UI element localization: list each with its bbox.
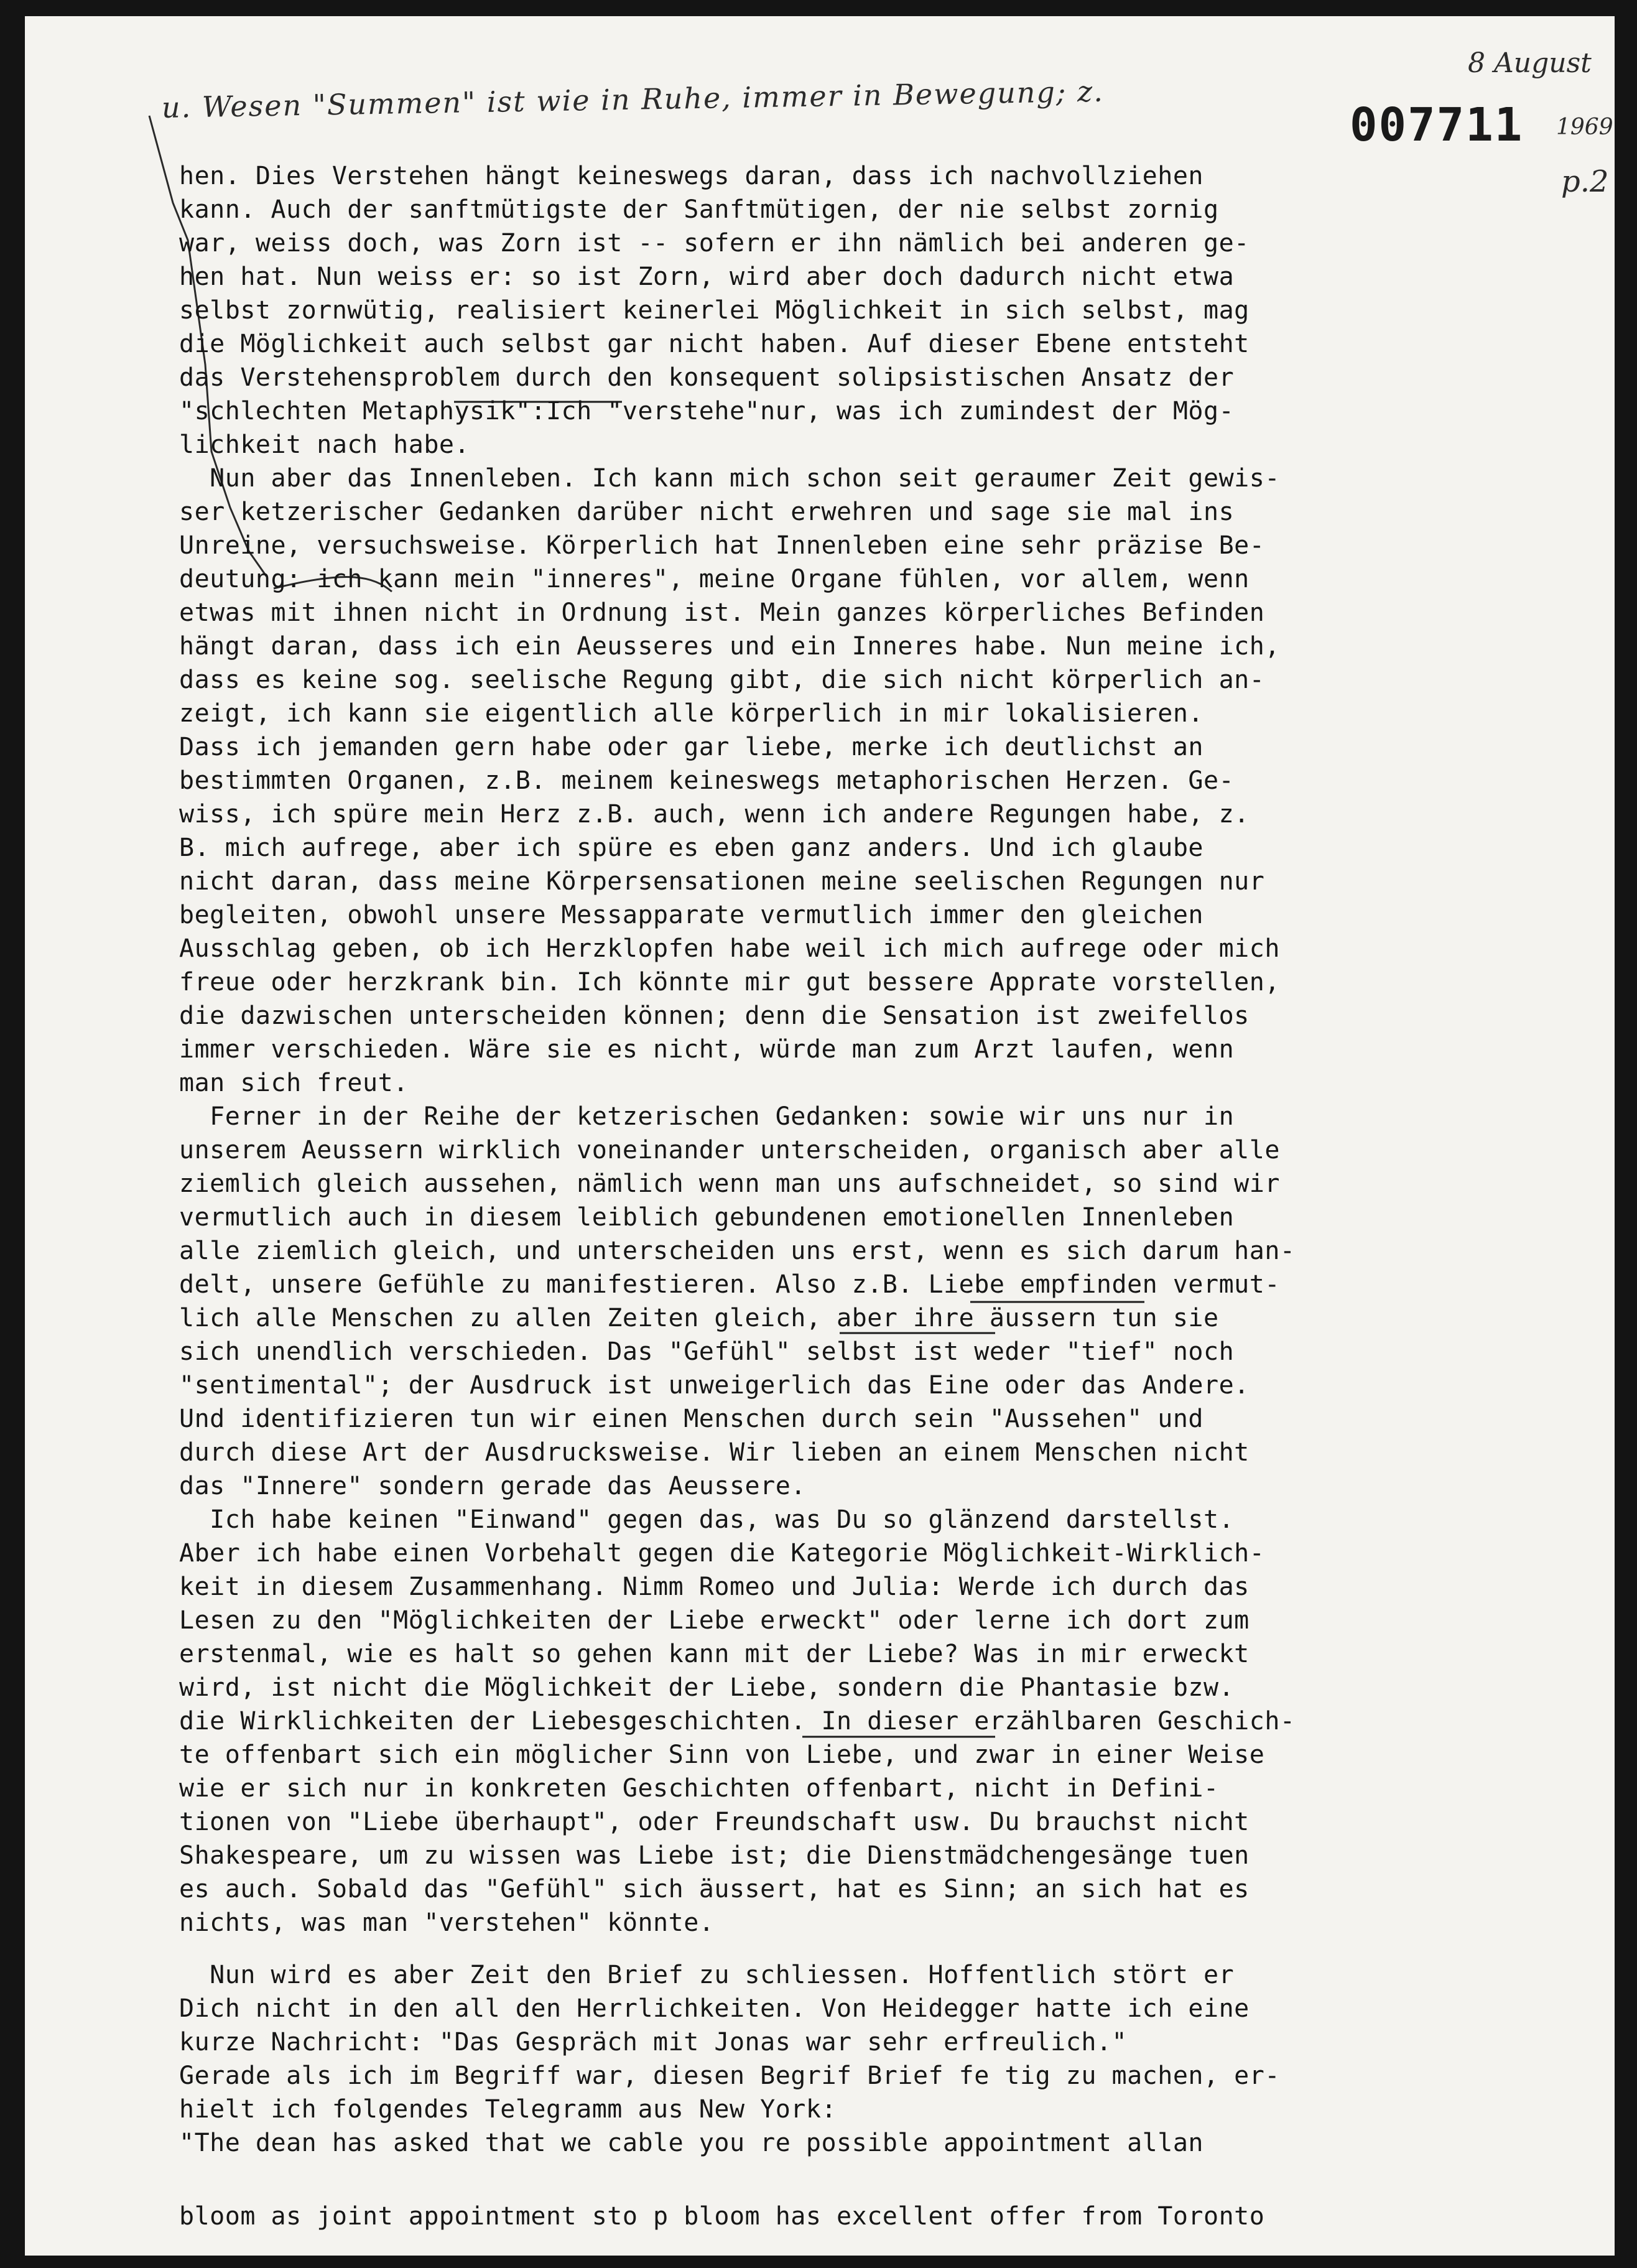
text-line: immer verschieden. Wäre sie es nicht, würde man zum Arzt laufen, wenn <box>179 1035 1235 1064</box>
handwritten-year: 1969 <box>1556 114 1613 140</box>
handwritten-date: 8 August <box>1468 47 1592 79</box>
text-line: hen hat. Nun weiss er: so ist Zorn, wird aber doch dadurch nicht etwa <box>179 263 1235 291</box>
paragraph-gap <box>179 1940 1603 1958</box>
text-line: alle ziemlich gleich, und unterscheiden uns erst, wenn es sich darum han- <box>179 1237 1296 1265</box>
text-line: selbst zornwütig, realisiert keinerlei Möglichkeit in sich selbst, mag <box>179 296 1250 325</box>
text-line: kann. Auch der sanftmütigste der Sanftmütigen, der nie selbst zornig <box>179 195 1219 224</box>
text-line: wird, ist nicht die Möglichkeit der Liebe, sondern die Phantasie bzw. <box>179 1673 1235 1702</box>
text-line: nichts, was man "verstehen" könnte. <box>179 1908 715 1937</box>
text-line: delt, unsere Gefühle zu manifestieren. Also z.B. Liebe empfinden vermut- <box>179 1270 1280 1299</box>
text-line: hängt daran, dass ich ein Aeusseres und ein Inneres habe. Nun meine ich, <box>179 632 1280 661</box>
text-line: das "Innere" sondern gerade das Aeussere. <box>179 1472 806 1500</box>
text-line: begleiten, obwohl unsere Messapparate vermutlich immer den gleichen <box>179 901 1203 929</box>
text-line: wiss, ich spüre mein Herz z.B. auch, wenn ich andere Regungen habe, z. <box>179 800 1250 829</box>
handwritten-page-number: p.2 <box>1561 164 1609 199</box>
text-line: Und identifizieren tun wir einen Menschen durch sein "Aussehen" und <box>179 1405 1203 1433</box>
text-line: war, weiss doch, was Zorn ist -- sofern er ihn nämlich bei anderen ge- <box>179 229 1250 258</box>
text-line: hen. Dies Verstehen hängt keineswegs daran, dass ich nachvollziehen <box>179 162 1203 190</box>
closing-text-line: Nun wird es aber Zeit den Brief zu schliessen. Hoffentlich stört er <box>179 1961 1235 1989</box>
handwritten-header-note: u. Wesen "Summen" ist wie in Ruhe, immer in Bewegung; z. <box>161 74 1105 124</box>
text-line: zeigt, ich kann sie eigentlich alle körperlich in mir lokalisieren. <box>179 699 1203 728</box>
text-line: "schlechten Metaphysik":Ich "verstehe"nur, was ich zumindest der Mög- <box>179 397 1235 425</box>
text-line: unserem Aeussern wirklich voneinander unterscheiden, organisch aber alle <box>179 1136 1280 1164</box>
text-line: deutung: ich kann mein "inneres", meine Organe fühlen, vor allem, wenn <box>179 565 1250 593</box>
text-line: etwas mit ihnen nicht in Ordnung ist. Mein ganzes körperliches Befinden <box>179 598 1265 627</box>
text-line: Lesen zu den "Möglichkeiten der Liebe erweckt" oder lerne ich dort zum <box>179 1606 1250 1635</box>
text-line: wie er sich nur in konkreten Geschichten offenbart, nicht in Defini- <box>179 1774 1219 1803</box>
text-line: lich alle Menschen zu allen Zeiten gleich, aber ihre äussern tun sie <box>179 1304 1219 1332</box>
text-line: te offenbart sich ein möglicher Sinn von Liebe, und zwar in einer Weise <box>179 1741 1265 1769</box>
text-line: sich unendlich verschieden. Das "Gefühl" selbst ist weder "tief" noch <box>179 1337 1235 1366</box>
text-line: vermutlich auch in diesem leiblich gebundenen emotionellen Innenleben <box>179 1203 1235 1232</box>
text-line: Aber ich habe einen Vorbehalt gegen die Kategorie Möglichkeit-Wirklich- <box>179 1539 1265 1568</box>
text-line: die dazwischen unterscheiden können; denn die Sensation ist zweifellos <box>179 1002 1250 1030</box>
text-line: freue oder herzkrank bin. Ich könnte mir gut bessere Apprate vorstellen, <box>179 968 1280 997</box>
closing-text-line: hielt ich folgendes Telegramm aus New York: <box>179 2095 837 2124</box>
text-line: Shakespeare, um zu wissen was Liebe ist; die Dienstmädchengesänge tuen <box>179 1841 1250 1870</box>
text-line: "sentimental"; der Ausdruck ist unweigerlich das Eine oder das Andere. <box>179 1371 1250 1400</box>
closing-text-line: "The dean has asked that we cable you re possible appointment allan <box>179 2129 1203 2157</box>
text-line: Nun aber das Innenleben. Ich kann mich schon seit geraumer Zeit gewis- <box>179 464 1280 493</box>
archive-number-stamp: 007711 <box>1350 98 1524 152</box>
text-line: Dass ich jemanden gern habe oder gar liebe, merke ich deutlichst an <box>179 733 1203 761</box>
text-line: bestimmten Organen, z.B. meinem keineswegs metaphorischen Herzen. Ge- <box>179 766 1235 795</box>
letter-closing <box>179 1958 1603 2160</box>
text-line: das Verstehensproblem durch den konsequent solipsistischen Ansatz der <box>179 363 1235 392</box>
text-line: lichkeit nach habe. <box>179 430 470 459</box>
closing-text-line: Gerade als ich im Begriff war, diesen Begrif Brief fe tig zu machen, er- <box>179 2061 1280 2090</box>
text-line: nicht daran, dass meine Körpersensationen meine seelischen Regungen nur <box>179 867 1265 896</box>
text-line: die Möglichkeit auch selbst gar nicht haben. Auf dieser Ebene entsteht <box>179 330 1250 358</box>
letter-body <box>179 159 1603 2233</box>
line-gap <box>179 2160 1603 2200</box>
letter-page <box>25 16 1615 2256</box>
text-line: B. mich aufrege, aber ich spüre es eben ganz anders. Und ich glaube <box>179 834 1203 862</box>
closing-text-line: kurze Nachricht: "Das Gespräch mit Jonas war sehr erfreulich." <box>179 2028 1128 2057</box>
text-line: Ferner in der Reihe der ketzerischen Gedanken: sowie wir uns nur in <box>179 1102 1235 1131</box>
telegram-final-line: bloom as joint appointment sto p bloom has excellent offer from Toronto <box>179 2202 1265 2231</box>
text-line: tionen von "Liebe überhaupt", oder Freundschaft usw. Du brauchst nicht <box>179 1808 1250 1836</box>
text-line: die Wirklichkeiten der Liebesgeschichten. In dieser erzählbaren Geschich- <box>179 1707 1296 1736</box>
text-line: dass es keine sog. seelische Regung gibt, die sich nicht körperlich an- <box>179 666 1265 694</box>
text-line: man sich freut. <box>179 1069 409 1097</box>
text-line: durch diese Art der Ausdrucksweise. Wir lieben an einem Menschen nicht <box>179 1438 1250 1467</box>
text-line: Ausschlag geben, ob ich Herzklopfen habe weil ich mich aufrege oder mich <box>179 934 1280 963</box>
text-line: erstenmal, wie es halt so gehen kann mit der Liebe? Was in mir erweckt <box>179 1640 1250 1668</box>
text-line: es auch. Sobald das "Gefühl" sich äussert, hat es Sinn; an sich hat es <box>179 1875 1250 1903</box>
text-line: Ich habe keinen "Einwand" gegen das, was Du so glänzend darstellst. <box>179 1505 1235 1534</box>
letter-paragraphs <box>179 159 1603 1940</box>
closing-text-line: Dich nicht in den all den Herrlichkeiten. Von Heidegger hatte ich eine <box>179 1994 1250 2023</box>
text-line: Unreine, versuchsweise. Körperlich hat Innenleben eine sehr präzise Be- <box>179 531 1265 560</box>
text-line: ser ketzerischer Gedanken darüber nicht erwehren und sage sie mal ins <box>179 498 1235 526</box>
text-line: keit in diesem Zusammenhang. Nimm Romeo und Julia: Werde ich durch das <box>179 1573 1250 1601</box>
text-line: ziemlich gleich aussehen, nämlich wenn man uns aufschneidet, so sind wir <box>179 1169 1280 1198</box>
